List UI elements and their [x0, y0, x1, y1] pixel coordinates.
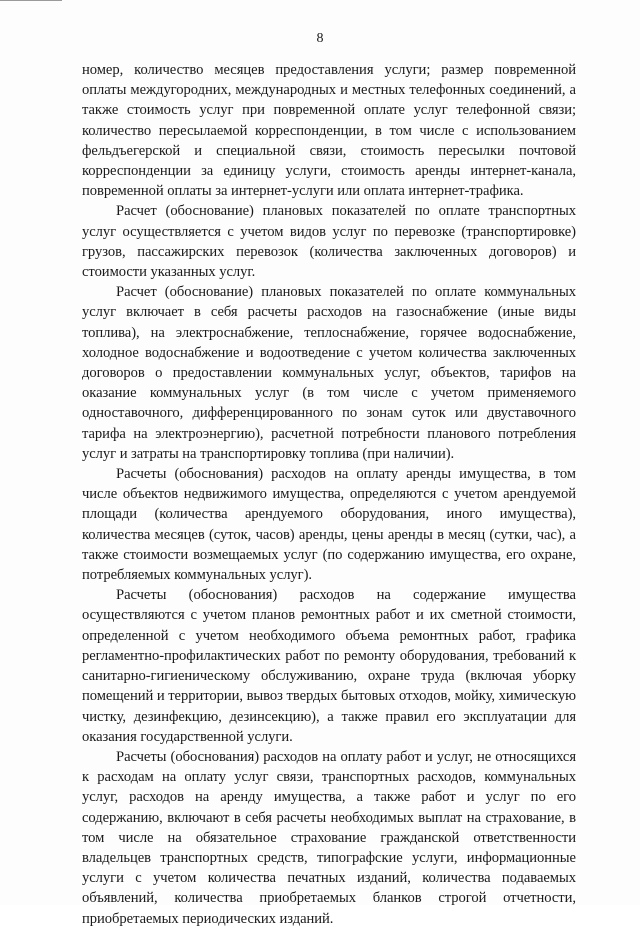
document-body: [82, 60, 576, 929]
paragraph-other-works-services: Расчеты (обоснования) расходов на оплату работ и услуг, не относящихся к расходам на оплату услуг связи, транспортных расходов, коммунальных услуг, расходов на аренду имущества, а также работ и услуг по его содержанию, включают в себя расчеты необходимых выплат на страхование, в том числе на обязательное страхование гражданской ответственности владельцев транспортных средств, типографские услуги, информационные услуги с учетом количества печатных изданий, количества подаваемых объявлений, количества приобретаемых бланков строгой отчетности, приобретаемых периодических изданий.: [82, 748, 576, 927]
paragraph-utility-services: Расчет (обоснование) плановых показателей по оплате коммунальных услуг включает в себя расчеты расходов на газоснабжение (иные виды топлива), на электроснабжение, теплоснабжение, горячее водоснабжение, холодное водоснабжение и водоотведение с учетом количества заключенных договоров о предоставлении коммунальных услуг, объектов, тарифов на оказание коммунальных услуг (в том числе с учетом применяемого одноставочного, дифференцированного по зонам суток или двуставочного тарифа на электроэнергию), расчетной потребности планового потребления услуг и затраты на транспортировку топлива (при наличии).: [82, 284, 576, 462]
paragraph-property-maintenance: Расчеты (обоснования) расходов на содержание имущества осуществляются с учетом планов ремонтных работ и их сметной стоимости, определенной с учетом необходимого объема ремонтных работ, графика регламентно-профилактических работ по ремонту оборудования, требований к санитарно-гигиеническому обслуживанию, охране труда (включая уборку помещений и территории, вывоз твердых бытовых отходов, мойку, химическую чистку, дезинфекцию, дезинсекцию), а также правил его эксплуатации для оказания государственной услуги.: [82, 587, 576, 745]
scan-edge-line: [0, 0, 62, 1]
paragraph-property-rent: Расчеты (обоснования) расходов на оплату аренды имущества, в том числе объектов недвижимого имущества, определяются с учетом арендуемой площади (количества арендуемого оборудования, иного имущества), количества месяцев (суток, часов) аренды, цены аренды в месяц (сутки, час), а также стоимости возмещаемых услуг (по содержанию имущества, его охране, потребляемых коммунальных услуг).: [82, 466, 576, 584]
paragraph-continuation: номер, количество месяцев предоставления услуги; размер повременной оплаты междугородних, международных и местных телефонных соединений, а также стоимость услуг при повременной оплате услуг телефонной связи; количество пересылаемой корреспонденции, в том числе с использованием фельдъегерской и специальной связи, стоимость пересылки почтовой корреспонденции за единицу услуги, стоимость аренды интернет-канала, повременной оплаты за интернет-услуги или оплата интернет-трафика.: [82, 62, 576, 200]
paragraph-transport-services: Расчет (обоснование) плановых показателей по оплате транспортных услуг осуществляется с учетом видов услуг по перевозке (транспортировке) грузов, пассажирских перевозок (количества заключенных договоров) и стоимости указанных услуг.: [82, 203, 576, 281]
page-number: 8: [316, 31, 324, 46]
